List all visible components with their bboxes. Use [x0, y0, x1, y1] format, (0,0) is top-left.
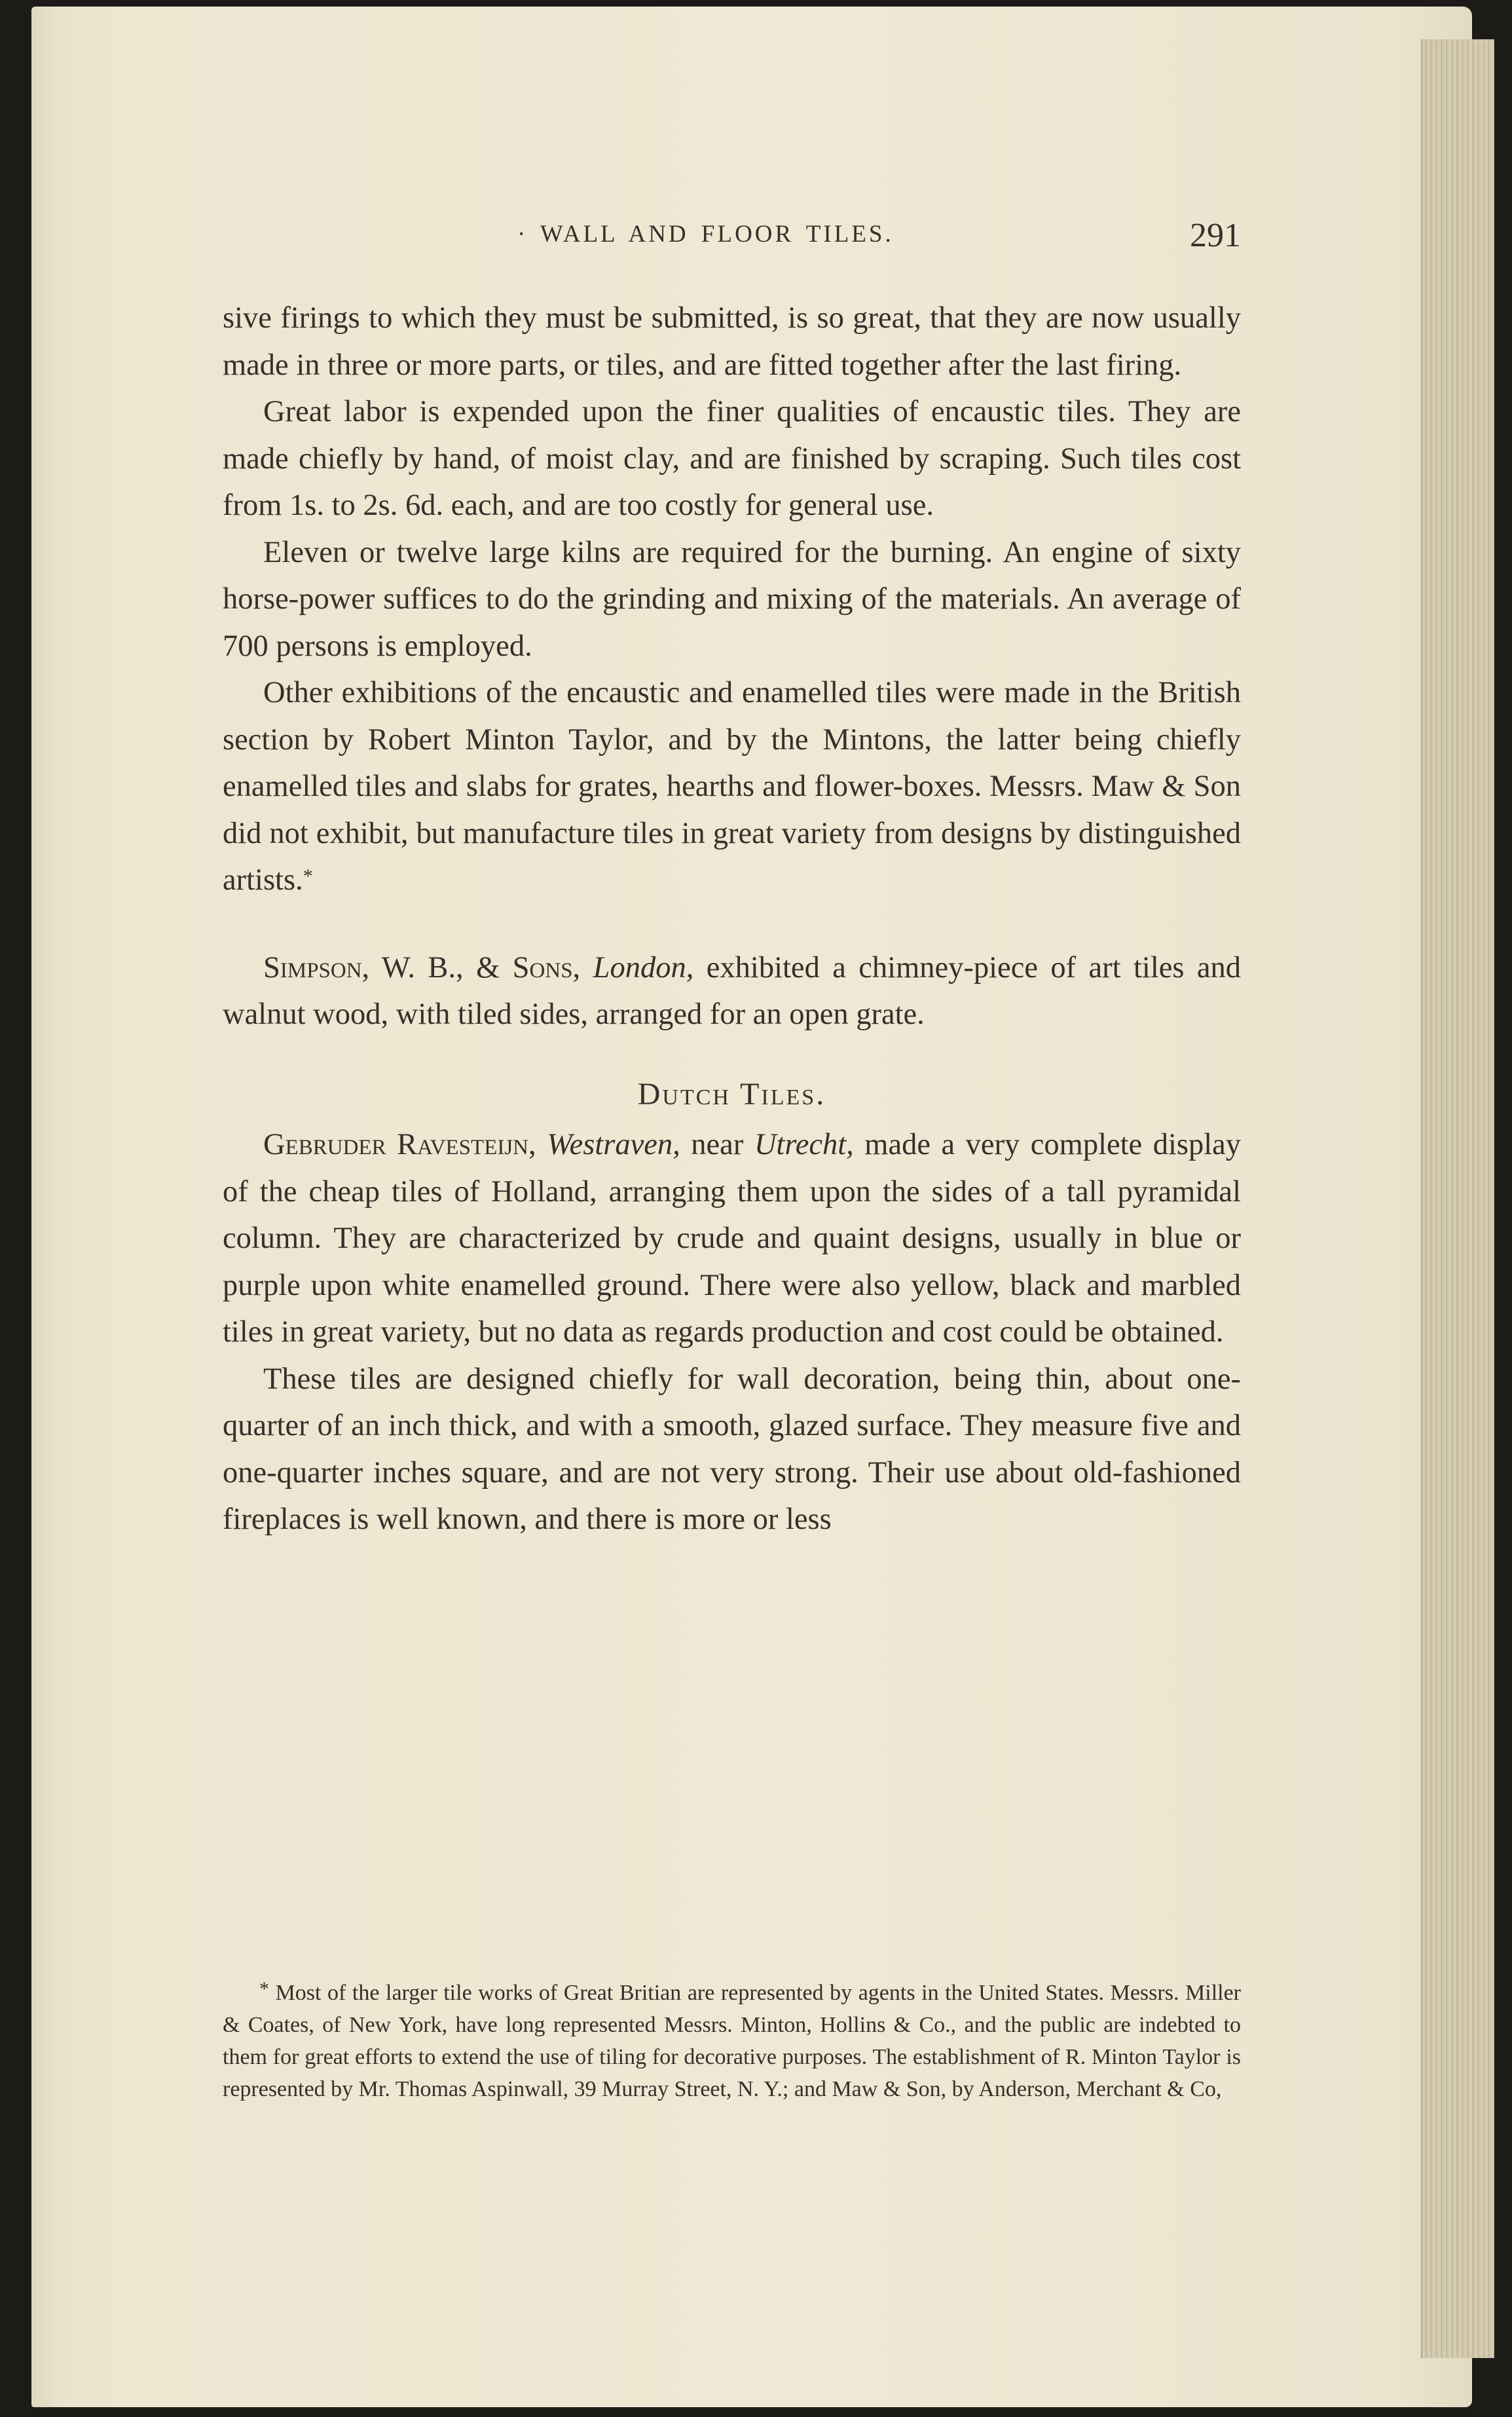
- paragraph-simpson: [223, 945, 1241, 1038]
- exhibitor-place: Westraven,: [547, 1128, 680, 1161]
- near-word: near: [691, 1128, 744, 1161]
- paragraph-4-text: Other exhibitions of the encaustic and enamelled tiles were made in the British section by Robert Minton Taylor, and by the Mintons, the latter being chiefly enamelled tiles and slabs for grates, hearths and flower-boxes. Messrs. Maw & Son did not exhibit, but manufacture tiles in great variety from designs by distinguished artists.: [223, 676, 1241, 897]
- footnote-reference: *: [303, 865, 313, 887]
- page-number: 291: [1190, 217, 1241, 254]
- paragraph-ravesteijn: [223, 1121, 1241, 1356]
- paragraph-2: Great labor is expended upon the finer qualities of encaustic tiles. They are made chiefly by hand, of moist clay, and are finished by scraping. Such tiles cost from 1s. to 2s. 6d. each, and are too costly for general use.: [223, 395, 1241, 522]
- body-text: [223, 295, 1241, 1543]
- paragraph-1: sive firings to which they must be submitted, is so great, that they are now usually made in three or more parts, or tiles, and are fitted together after the last firing.: [223, 301, 1241, 382]
- exhibitor-city: London,: [593, 950, 694, 984]
- paragraph-7: These tiles are designed chiefly for wall decoration, being thin, about one-quarter of an inch thick, and with a smooth, glazed surface. They measure five and one-quarter inches square, and are not very strong. Their use about old-fashioned fireplaces is well known, and there is more or less: [223, 1362, 1241, 1536]
- paragraph-4: [223, 669, 1241, 904]
- footnote: [223, 1977, 1241, 2105]
- footnote-marker: *: [259, 1978, 269, 2000]
- page-edges: [1421, 39, 1494, 2358]
- running-title: · WALL AND FLOOR TILES.: [517, 221, 894, 248]
- paragraph-simpson-text: exhibited a chimney-piece of art tiles and walnut wood, with tiled sides, arranged for an open grate.: [223, 950, 1242, 1031]
- running-head: [223, 216, 1241, 262]
- footnote-text: Most of the larger tile works of Great Britian are represented by agents in the United States. Messrs. Miller & Coates, of New York, have long represented Messrs. Minton, Hollins & Co., and the public are indebted to them for great efforts to extend the use of tiling for decorative purposes. The establishment of R. Minton Taylor is represented by Mr. Thomas Aspinwall, 39 Murray Street, N. Y.; and Maw & Son, by Anderson, Merchant & Co,: [223, 1981, 1241, 2101]
- exhibitor-city-dutch: Utrecht,: [754, 1128, 854, 1161]
- exhibitor-name-dutch: Gebruder Ravesteijn,: [263, 1128, 536, 1161]
- paragraph-ravesteijn-text: made a very complete display of the cheap tiles of Holland, arranging them upon the sides of a tall pyramidal column. They are characterized by crude and quaint designs, usually in blue or purple upon white enamelled ground. There were also yellow, black and marbled tiles in great variety, but no data as regards production and cost could be obtained.: [223, 1128, 1242, 1349]
- footnotes: [223, 1977, 1241, 2105]
- exhibitor-name: Simpson, W. B., & Sons,: [263, 950, 581, 984]
- section-heading: Dutch Tiles.: [637, 1076, 826, 1112]
- paragraph-3: Eleven or twelve large kilns are required for the burning. An engine of sixty horse-power suffices to do the grinding and mixing of the materials. An average of 700 persons is employed.: [223, 535, 1241, 663]
